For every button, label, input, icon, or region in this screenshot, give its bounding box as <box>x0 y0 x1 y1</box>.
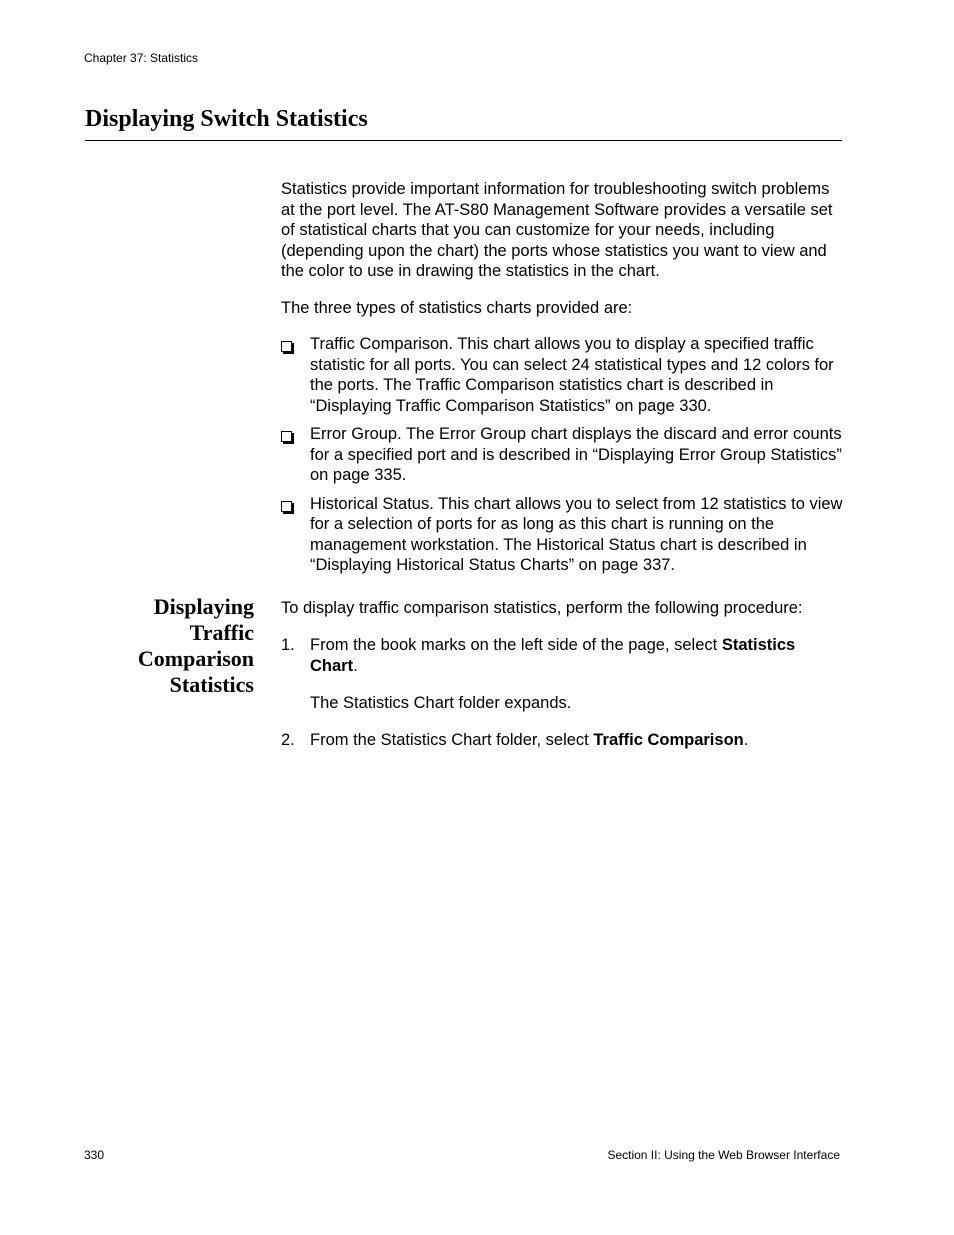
types-intro-paragraph <box>281 298 843 319</box>
list-item <box>281 334 843 416</box>
intro-paragraph <box>281 179 843 282</box>
step-text <box>310 730 843 751</box>
list-item <box>281 424 843 486</box>
step-ui-term: Traffic Comparison <box>593 731 744 749</box>
list-item-text: Historical Status. This chart allows you to select from 12 statistics to view for a selection of ports for as long as this chart is running on the management workstation. The Historical Status chart is described in “Displaying Historical Status Charts” on page 337. <box>310 494 843 574</box>
section-heading-line: Comparison <box>137 646 254 671</box>
section-heading-line: Statistics <box>169 672 254 697</box>
step-ui-term: Statistics Chart <box>310 636 796 675</box>
section-heading <box>74 594 254 698</box>
section-heading-line: Displaying <box>153 594 254 619</box>
list-item <box>281 494 843 576</box>
step-instruction: From the book marks on the left side of the page, select <box>310 636 722 654</box>
page-number: 330 <box>84 1148 105 1162</box>
chart-types-list <box>281 334 843 584</box>
running-footer: Section II: Using the Web Browser Interface <box>607 1148 840 1162</box>
list-item-text: Error Group. The Error Group chart displays the discard and error counts for a specified port and is described in “Displaying Error Group Statistics” on page 335. <box>310 425 842 484</box>
section-heading-line: Traffic <box>189 620 254 645</box>
checkbox-bullet-icon <box>281 431 292 442</box>
procedure-intro <box>281 598 843 619</box>
running-header: Chapter 37: Statistics <box>84 51 199 65</box>
step-punctuation: . <box>743 731 749 749</box>
step-instruction: From the Statistics Chart folder, select <box>310 731 594 749</box>
page-title: Displaying Switch Statistics <box>85 106 368 132</box>
step-number: 2. <box>281 731 295 749</box>
checkbox-bullet-icon <box>281 341 292 352</box>
step-punctuation: . <box>353 656 358 675</box>
title-divider <box>85 140 842 141</box>
step-result: The Statistics Chart folder expands. <box>310 694 572 712</box>
intro-text: Statistics provide important information for troubleshooting switch problems at the port level. The AT-S80 Management Software provides a versatile set of statistical charts that you can customize for your needs, including (depending upon the chart) the ports whose statistics you want to view and the color to use in drawing the statistics in the chart. <box>281 180 833 280</box>
list-item-text: Traffic Comparison. This chart allows you to display a specified traffic statistic for all ports. You can select 24 statistical types and 12 colors for the ports. The Traffic Comparison statistics chart is described in “Displaying Traffic Comparison Statistics” on page 330. <box>310 335 834 415</box>
types-intro-text: The three types of statistics charts provided are: <box>281 299 633 317</box>
step-number: 1. <box>281 636 295 654</box>
checkbox-bullet-icon <box>281 501 292 512</box>
procedure-intro-text: To display traffic comparison statistics, perform the following procedure: <box>281 599 803 617</box>
step-text <box>310 635 843 676</box>
